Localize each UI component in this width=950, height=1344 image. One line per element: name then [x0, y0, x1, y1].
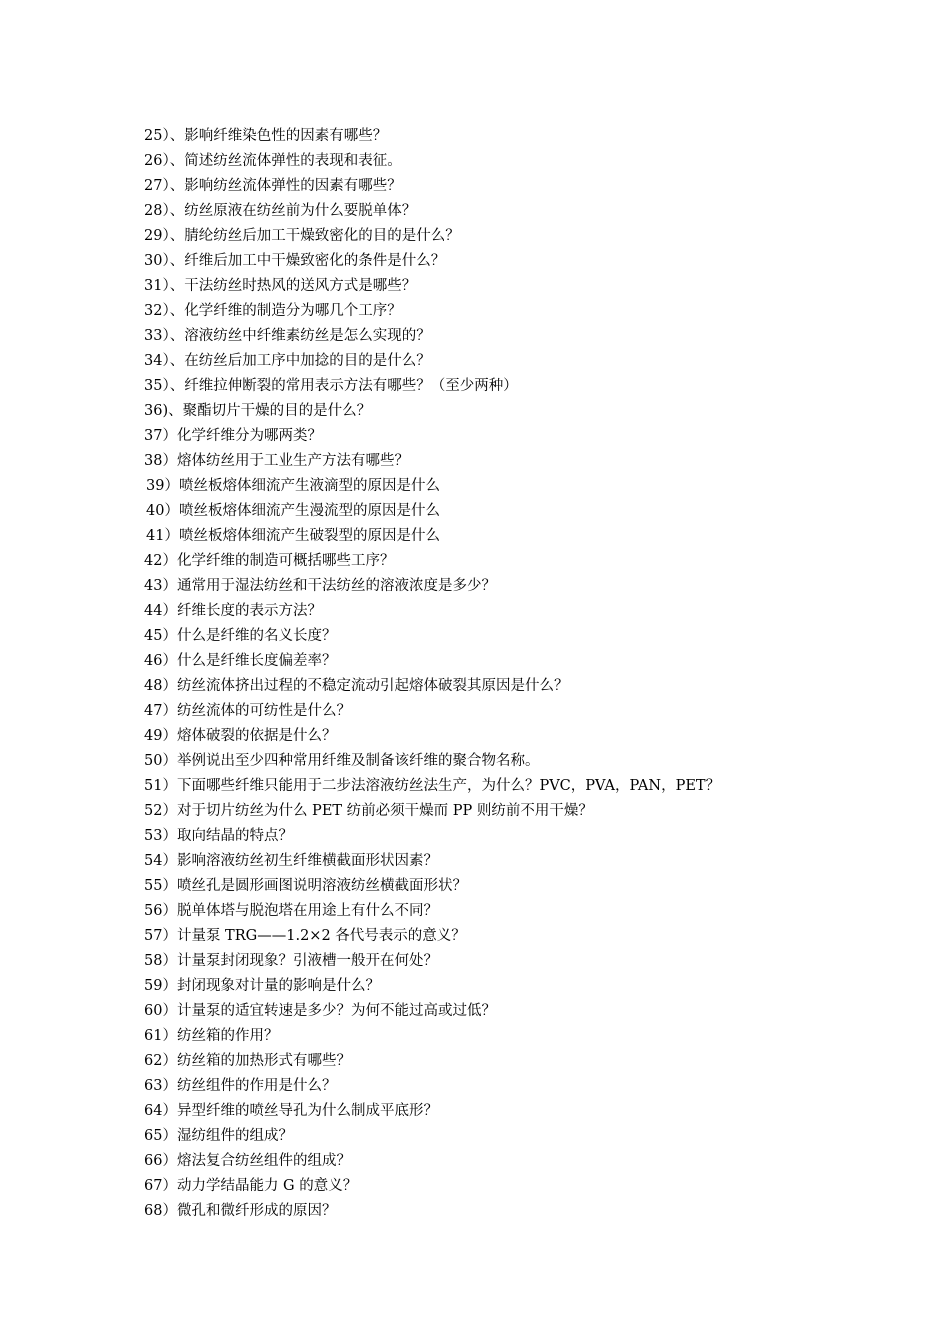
question-item: 25）、影响纤维染色性的因素有哪些？	[144, 128, 388, 144]
question-item: 45）什么是纤维的名义长度？	[144, 628, 337, 644]
question-item: 44）纤维长度的表示方法？	[144, 603, 322, 619]
question-item: 57）计量泵 TRG——1.2×2 各代号表示的意义？	[144, 928, 466, 944]
question-item: 64）异型纤维的喷丝导孔为什么制成平底形？	[144, 1103, 438, 1119]
question-item: 49）熔体破裂的依据是什么？	[144, 728, 337, 744]
question-item: 30）、纤维后加工中干燥致密化的条件是什么？	[144, 253, 446, 269]
question-item: 32）、化学纤维的制造分为哪几个工序？	[144, 303, 402, 319]
question-item: 27）、影响纺丝流体弹性的因素有哪些？	[144, 178, 402, 194]
question-list	[144, 124, 864, 1224]
question-item: 31）、干法纺丝时热风的送风方式是哪些？	[144, 278, 417, 294]
question-item: 50）举例说出至少四种常用纤维及制备该纤维的聚合物名称。	[144, 753, 540, 769]
question-item: 55）喷丝孔是圆形画图说明溶液纺丝横截面形状？	[144, 878, 467, 894]
question-item: 52）对于切片纺丝为什么 PET 纺前必须干燥而 PP 则纺前不用干燥？	[144, 803, 593, 819]
question-item: 53）取向结晶的特点？	[144, 828, 293, 844]
question-item: 33）、溶液纺丝中纤维素纺丝是怎么实现的？	[144, 328, 431, 344]
question-item: 41）喷丝板熔体细流产生破裂型的原因是什么	[146, 528, 440, 544]
question-item: 42）化学纤维的制造可概括哪些工序？	[144, 553, 395, 569]
question-item: 61）纺丝箱的作用？	[144, 1028, 279, 1044]
question-item: 58）计量泵封闭现象？引液槽一般开在何处？	[144, 953, 438, 969]
question-item: 54）影响溶液纺丝初生纤维横截面形状因素？	[144, 853, 438, 869]
question-item: 47）纺丝流体的可纺性是什么？	[144, 703, 351, 719]
question-item: 62）纺丝箱的加热形式有哪些？	[144, 1053, 351, 1069]
question-item: 65）湿纺组件的组成？	[144, 1128, 293, 1144]
question-item: 63）纺丝组件的作用是什么？	[144, 1078, 337, 1094]
question-item: 34）、在纺丝后加工序中加捻的目的是什么？	[144, 353, 431, 369]
question-item: 46）什么是纤维长度偏差率？	[144, 653, 337, 669]
question-item: 38）熔体纺丝用于工业生产方法有哪些？	[144, 453, 409, 469]
question-item: 43）通常用于湿法纺丝和干法纺丝的溶液浓度是多少？	[144, 578, 496, 594]
question-item: 28）、纺丝原液在纺丝前为什么要脱单体？	[144, 203, 417, 219]
question-item: 59）封闭现象对计量的影响是什么？	[144, 978, 380, 994]
question-item: 67）动力学结晶能力 G 的意义？	[144, 1178, 358, 1194]
question-item: 60）计量泵的适宜转速是多少？为何不能过高或过低？	[144, 1003, 496, 1019]
question-item: 40）喷丝板熔体细流产生漫流型的原因是什么	[146, 503, 440, 519]
question-item: 68）微孔和微纤形成的原因？	[144, 1203, 337, 1219]
question-item: 48）纺丝流体挤出过程的不稳定流动引起熔体破裂其原因是什么？	[144, 678, 569, 694]
question-item: 29）、腈纶纺丝后加工干燥致密化的目的是什么？	[144, 228, 460, 244]
question-item: 66）熔法复合纺丝组件的组成？	[144, 1153, 351, 1169]
question-item: 51）下面哪些纤维只能用于二步法溶液纺丝法生产，为什么？PVC，PVA，PAN，PET？	[144, 778, 721, 794]
question-item: 39）喷丝板熔体细流产生液滴型的原因是什么	[146, 478, 440, 494]
question-item: 26）、简述纺丝流体弹性的表现和表征。	[144, 153, 402, 169]
question-item: 35）、纤维拉伸断裂的常用表示方法有哪些？（至少两种）	[144, 378, 518, 394]
question-item: 56）脱单体塔与脱泡塔在用途上有什么不同？	[144, 903, 438, 919]
question-item: 37）化学纤维分为哪两类？	[144, 428, 322, 444]
question-item: 36)、聚酯切片干燥的目的是什么？	[144, 403, 372, 419]
